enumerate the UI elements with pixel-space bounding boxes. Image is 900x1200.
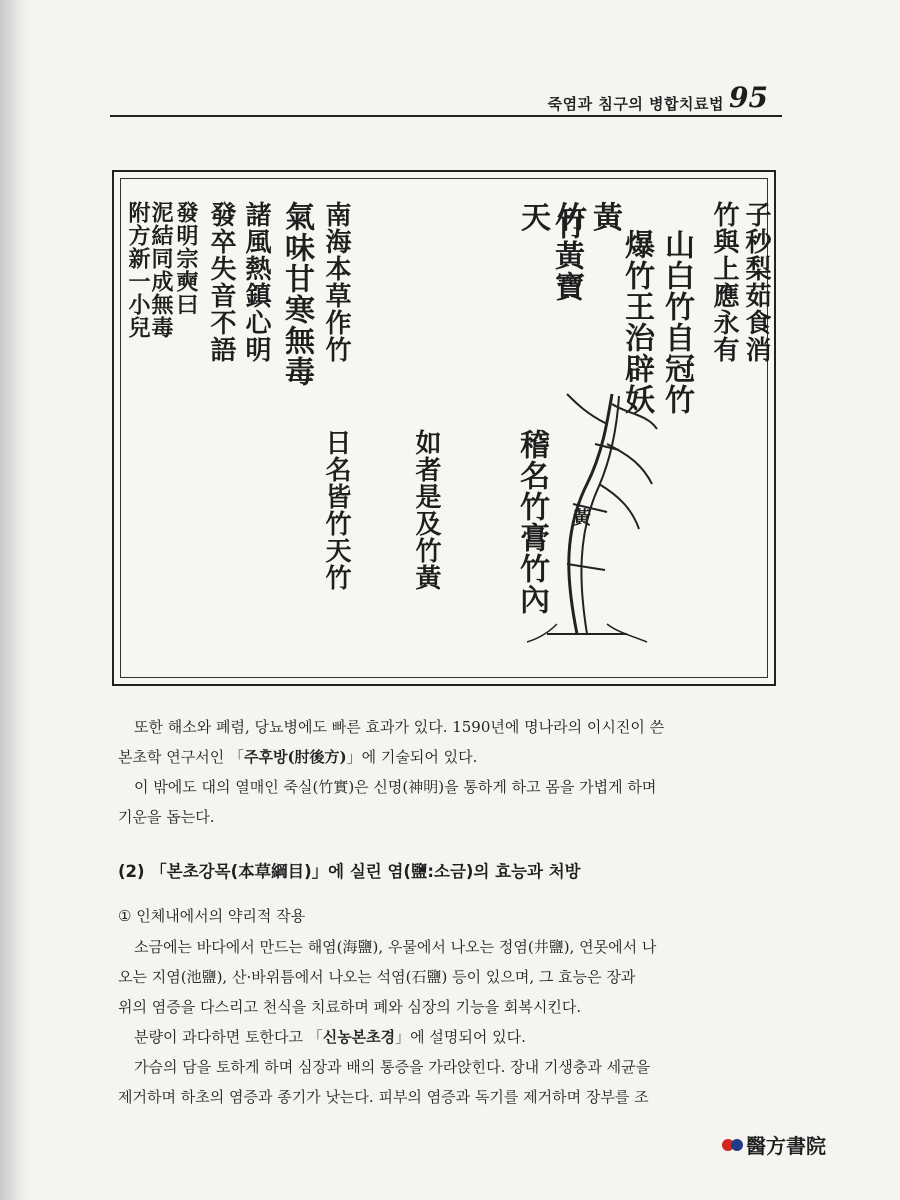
book-title-bold: 주후방(肘後方) [243, 748, 347, 766]
paragraph-2 [118, 932, 780, 1112]
section-heading: (2) 「본초강목(本草綱目)」에 실린 염(鹽:소금)의 효능과 처방 [118, 862, 581, 881]
paragraph-line: 기운을 돕는다. [118, 808, 215, 826]
paragraph-line: 오는 지염(池鹽), 산·바위틈에서 나오는 석염(石鹽) 등이 있으며, 그 효능은 장과 [118, 968, 636, 986]
paragraph-line: 위의 염증을 다스리고 천식을 치료하며 폐와 심장의 기능을 회복시킨다. [118, 998, 582, 1016]
text-column: 爆竹王治辟妖 [619, 229, 654, 415]
figure-title: 天竹黃 [521, 201, 629, 236]
paragraph-line: 제거하며 하초의 염증과 종기가 낫는다. 피부의 염증과 독기를 제거하며 장부를 조 [118, 1088, 649, 1106]
logo-text: 醫方書院 [746, 1134, 826, 1158]
book-spine-shadow [0, 0, 30, 1200]
running-header [110, 83, 782, 117]
paragraph-line: 가슴의 담을 토하게 하며 심장과 배의 통증을 가라앉힌다. 장내 기생충과 세균을 [134, 1058, 651, 1076]
publisher-logo [722, 1130, 826, 1159]
paragraph-line: 소금에는 바다에서 만드는 해염(海鹽), 우물에서 나오는 정염(井鹽), 연못에서 나 [134, 938, 657, 956]
text-run: 본초학 연구서인 「 [118, 748, 244, 766]
illustration-label: 黃 [573, 508, 591, 529]
header-title: 죽염과 침구의 병합치료법 [547, 95, 724, 113]
text-column: 如者是及竹黃 [411, 429, 441, 591]
text-column: 發明宗奭曰 [173, 201, 199, 316]
text-column: 南海本草作竹 [321, 201, 351, 363]
book-title-bold: 신농본초경 [322, 1028, 396, 1046]
subheading: ① 인체내에서의 약리적 작용 [118, 907, 306, 925]
text-column: 竹與上應永有 [709, 201, 739, 363]
text-column: 氣味甘寒無毒 [279, 201, 314, 387]
classical-text-figure [112, 170, 776, 686]
paragraph-line [118, 1022, 780, 1052]
page-number: 95 [729, 81, 768, 114]
text-column: 子秒梨茹食消 [741, 201, 771, 363]
paragraph-line: 또한 해소와 폐렴, 당뇨병에도 빠른 효과가 있다. 1590년에 명나라의 이시진이 쓴 [134, 718, 665, 736]
text-column: 諸風熱鎮心明 [241, 201, 271, 363]
text-column: 山白竹自冠竹 [659, 229, 694, 415]
text-column: 日名皆竹天竹 [321, 429, 351, 591]
paragraph-1 [118, 712, 780, 832]
text-run: 분량이 과다하면 토한다고 「 [134, 1028, 323, 1046]
text-column: 泥結同成無毒 [148, 201, 174, 339]
paragraph-line [118, 742, 780, 772]
text-run: 」에 기술되어 있다. [346, 748, 478, 766]
paragraph-line: 이 밖에도 대의 열매인 죽실(竹實)은 신명(神明)을 통하게 하고 몸을 가볍게 하며 [134, 778, 657, 796]
text-column: 附方新一小兒 [125, 201, 151, 339]
text-column: 竹黃寶 [549, 209, 584, 302]
figure-inner-frame [120, 178, 771, 678]
logo-blue-dot-icon [731, 1139, 743, 1151]
text-column: 稽名竹膏竹內 [514, 429, 549, 615]
text-column: 發卒失音不語 [206, 201, 236, 363]
text-run: 」에 설명되어 있다. [395, 1028, 526, 1046]
